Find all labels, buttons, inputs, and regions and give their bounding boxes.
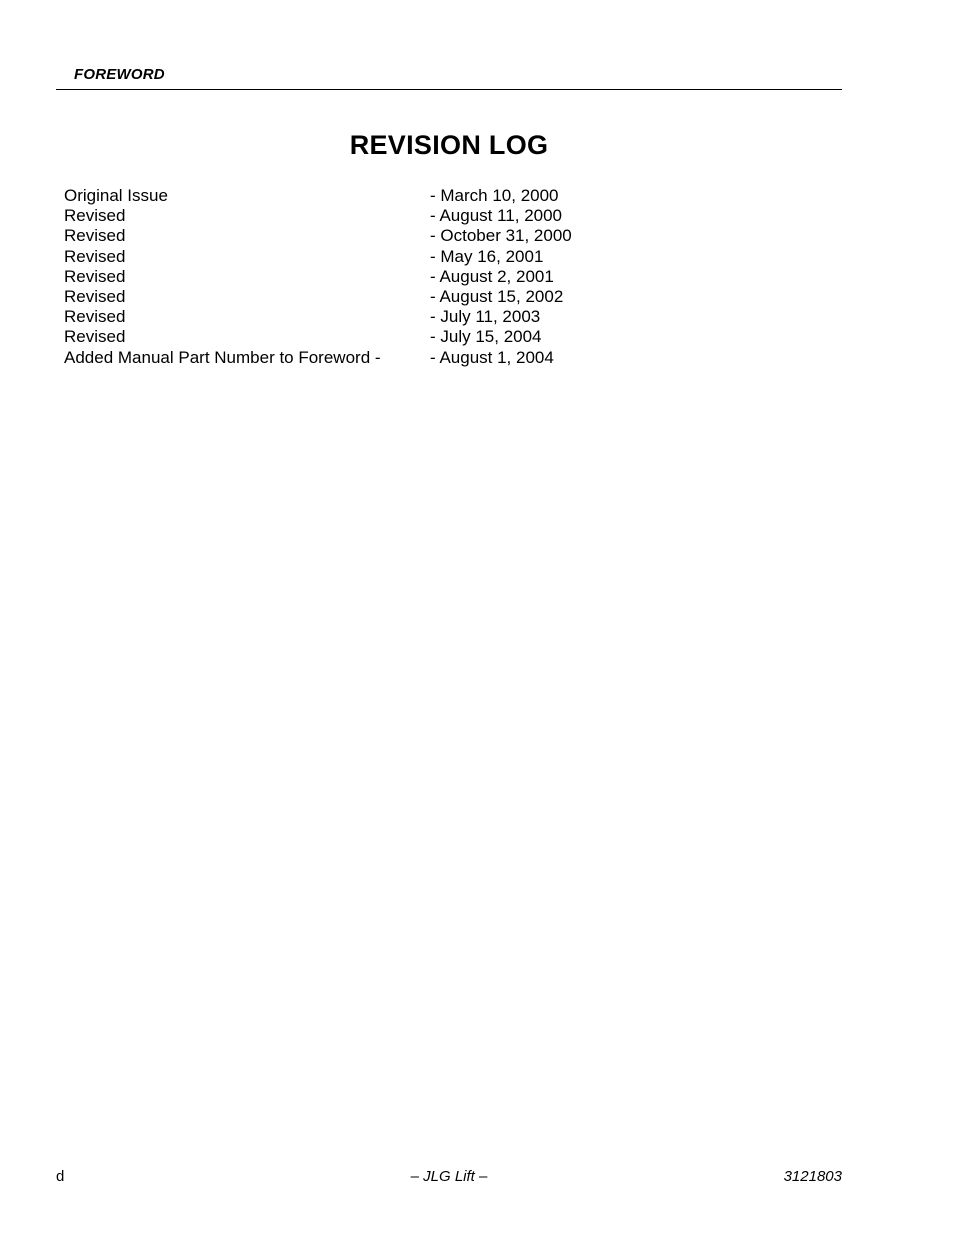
revision-description: Revised [64, 286, 126, 306]
revision-date: - October 31, 2000 [430, 226, 572, 246]
revision-row [64, 186, 664, 206]
revision-description: Revised [64, 246, 126, 266]
footer-document-number: 3121803 [783, 1168, 842, 1185]
revision-row [64, 226, 664, 246]
revision-row [64, 307, 664, 327]
page-title: REVISION LOG [349, 130, 549, 160]
revision-row [64, 247, 664, 267]
revision-date: - March 10, 2000 [430, 186, 559, 205]
revision-date: - July 11, 2003 [430, 307, 541, 327]
revision-description: Revised [64, 266, 126, 286]
revision-list [64, 186, 664, 368]
revision-date: - August 11, 2000 [430, 206, 563, 226]
revision-row [64, 327, 664, 347]
footer-brand: – JLG Lift – [410, 1168, 488, 1185]
revision-date: - August 2, 2001 [430, 266, 554, 286]
revision-description: Original Issue [64, 186, 168, 205]
revision-description: Revised [64, 327, 126, 347]
revision-description: Added Manual Part Number to Foreword - [64, 347, 381, 367]
revision-row [64, 267, 664, 287]
revision-row [64, 287, 664, 307]
revision-description: Revised [64, 206, 126, 226]
revision-date: - August 1, 2004 [430, 347, 554, 367]
revision-description: Revised [64, 226, 126, 246]
footer-page-number: d [56, 1168, 65, 1185]
revision-row [64, 348, 664, 368]
revision-row [64, 206, 664, 226]
header-divider [56, 89, 842, 90]
revision-date: - May 16, 2001 [430, 246, 544, 266]
revision-date: - July 15, 2004 [430, 327, 542, 347]
section-header: FOREWORD [74, 66, 165, 83]
revision-description: Revised [64, 307, 126, 327]
revision-date: - August 15, 2002 [430, 286, 564, 306]
